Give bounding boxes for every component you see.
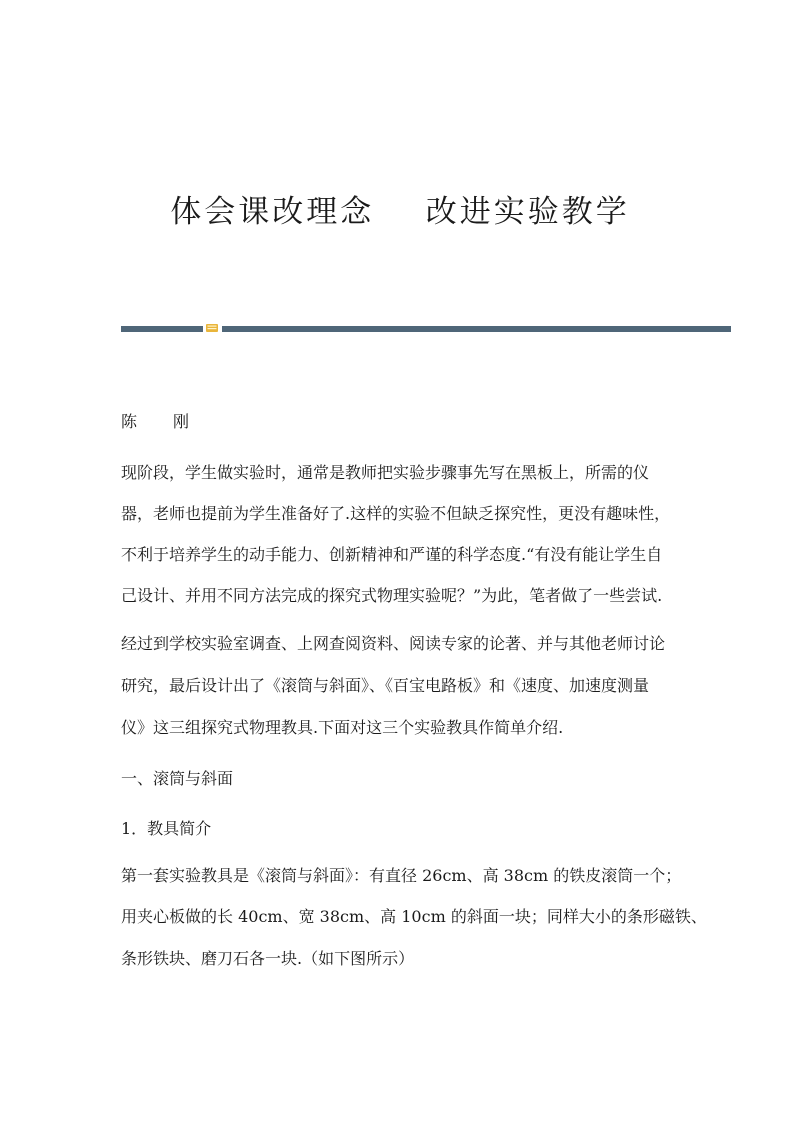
ornament-icon [205, 322, 219, 334]
description-line: 第一套实验教具是《滚筒与斜面》：有直径 26cm、高 38cm 的铁皮滚筒一个； [121, 866, 682, 885]
subsection-heading: 1．教具简介 [121, 819, 212, 838]
author-name: 陈 刚 [121, 412, 200, 431]
paragraph-line: 不利于培养学生的动手能力、创新精神和严谨的科学态度.“有没有能让学生自 [121, 545, 663, 564]
section-heading: 一、滚筒与斜面 [121, 769, 234, 788]
description-line: 用夹心板做的长 40cm、宽 38cm、高 10cm 的斜面一块；同样大小的条形磁铁、 [121, 907, 707, 926]
description-line: 条形铁块、磨刀石各一块.（如下图所示） [121, 949, 415, 968]
paragraph-line: 仪》这三组探究式物理教具.下面对这三个实验教具作简单介绍. [121, 718, 564, 737]
document-title: 体会课改理念 改进实验教学 [170, 194, 630, 230]
title-divider-right [222, 326, 731, 332]
paragraph-line: 器，老师也提前为学生准备好了.这样的实验不但缺乏探究性，更没有趣味性， [121, 504, 671, 523]
paragraph-line: 研究，最后设计出了《滚筒与斜面》、《百宝电路板》和《速度、加速度测量 [121, 676, 650, 695]
paragraph-line: 现阶段，学生做实验时，通常是教师把实验步骤事先写在黑板上，所需的仪 [121, 463, 650, 482]
paragraph-line: 己设计、并用不同方法完成的探究式物理实验呢？”为此，笔者做了一些尝试. [121, 586, 663, 605]
title-divider-left [121, 326, 203, 332]
paragraph-line: 经过到学校实验室调查、上网查阅资料、阅读专家的论著、并与其他老师讨论 [121, 634, 666, 653]
